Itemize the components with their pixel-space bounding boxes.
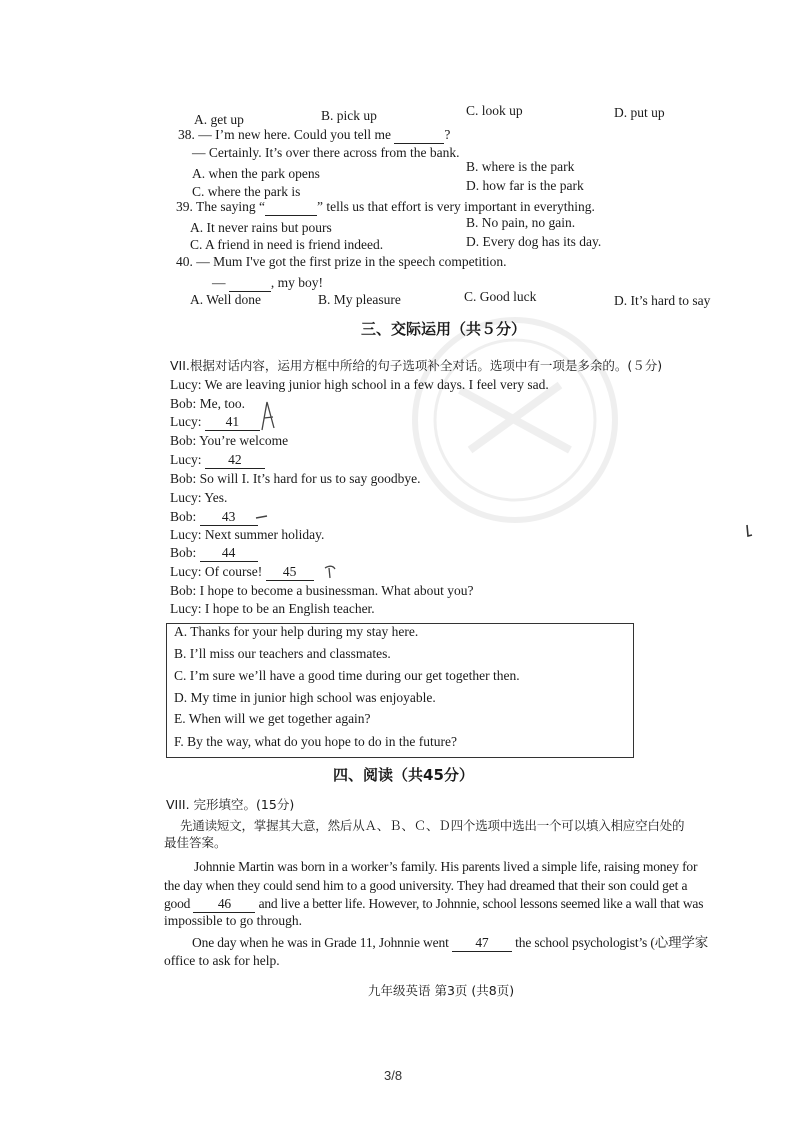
speaker-lucy: Lucy: xyxy=(170,414,202,429)
q39-option-a: A. It never rains but pours xyxy=(190,220,332,235)
page-footer: 九年级英语 第3页 (共8页) xyxy=(368,983,515,998)
q39-option-c: C. A friend in need is friend indeed. xyxy=(190,237,384,252)
q39-option-b: B. No pain, no gain. xyxy=(466,215,576,230)
dialogue-line-10 xyxy=(170,545,258,562)
option-b: B. I’ll miss our teachers and classmates. xyxy=(174,646,391,661)
passage-text: One day when he was in Grade 11, Johnnie went xyxy=(192,935,449,950)
passage-p1-line-2: the day when they could send him to a good university. They had dreamed that their son could get a xyxy=(164,878,688,893)
passage-p1-line-3 xyxy=(164,896,703,913)
passage-text: and live a better life. However, to Johnnie, school lessons seemed like a wall that was xyxy=(258,896,704,911)
passage-word: good xyxy=(164,896,191,911)
blank-44[interactable]: 44 xyxy=(200,545,258,562)
option-d: D. My time in junior high school was enjoyable. xyxy=(174,690,436,705)
q39-stem xyxy=(176,199,595,216)
dialogue-line-6: Bob: So will I. It’s hard for us to say goodbye. xyxy=(170,471,421,486)
q38-stem-end: ? xyxy=(444,127,451,142)
passage-p2-line-1 xyxy=(192,935,708,952)
q37-option-b: B. pick up xyxy=(321,108,377,123)
dialogue-line-9: Lucy: Next summer holiday. xyxy=(170,527,325,542)
q37-option-c: C. look up xyxy=(466,103,523,118)
q40-reply-end: , my boy! xyxy=(270,275,323,290)
dialogue-line-4: Bob: You’re welcome xyxy=(170,433,289,448)
section4-instruction-line-2: 最佳答案。 xyxy=(164,835,227,850)
dialogue-line-8 xyxy=(170,509,258,526)
dialogue-line-5 xyxy=(170,452,265,469)
q40-reply xyxy=(212,275,323,292)
section3-title: 三、交际运用（共５分） xyxy=(361,320,527,338)
q38-option-b: B. where is the park xyxy=(466,159,575,174)
q40-option-d: D. It’s hard to say xyxy=(614,293,711,308)
speaker-bob: Bob: xyxy=(170,545,197,560)
speaker-lucy: Lucy: Of course! xyxy=(170,564,263,579)
dialogue-line-1: Lucy: We are leaving junior high school in a few days. I feel very sad. xyxy=(170,377,549,392)
section4-subtitle: VIII. 完形填空。(15分) xyxy=(166,797,295,812)
section3-instruction: VII.根据对话内容，运用方框中所给的句子选项补全对话。选项中有一项是多余的。(５分) xyxy=(170,358,663,373)
q38-option-c: C. where the park is xyxy=(192,184,301,199)
dialogue-line-2: Bob: Me, too. xyxy=(170,396,246,411)
blank-47[interactable]: 47 xyxy=(452,935,512,952)
q40-blank[interactable] xyxy=(229,275,271,292)
q37-option-a: A. get up xyxy=(194,112,244,127)
q39-stem-end: ” tells us that effort is very important in everything. xyxy=(316,199,595,214)
blank-42[interactable]: 42 xyxy=(205,452,265,469)
dialogue-line-13: Lucy: I hope to be an English teacher. xyxy=(170,601,375,616)
passage-text: the school psychologist’s (心理学家 xyxy=(515,935,709,950)
pencil-mark-icon xyxy=(322,564,338,580)
dialogue-line-7: Lucy: Yes. xyxy=(170,490,228,505)
q40-option-a: A. Well done xyxy=(190,292,262,307)
q37-option-d: D. put up xyxy=(614,105,665,120)
q40-reply-start: — xyxy=(212,275,226,290)
q39-option-d: D. Every dog has its day. xyxy=(466,234,602,249)
pencil-mark-icon xyxy=(256,398,282,432)
option-c: C. I’m sure we’ll have a good time during our get together then. xyxy=(174,668,520,683)
dialogue-line-12: Bob: I hope to become a businessman. What about you? xyxy=(170,583,474,598)
q40-option-b: B. My pleasure xyxy=(318,292,401,307)
blank-41[interactable]: 41 xyxy=(205,414,260,431)
q38-option-a: A. when the park opens xyxy=(192,166,320,181)
q38-blank[interactable] xyxy=(394,127,444,144)
q38-reply: — Certainly. It’s over there across from the bank. xyxy=(192,145,460,160)
option-f: F. By the way, what do you hope to do in the future? xyxy=(174,734,457,749)
option-a: A. Thanks for your help during my stay here. xyxy=(174,624,419,639)
dialogue-line-3 xyxy=(170,414,260,431)
blank-45[interactable]: 45 xyxy=(266,564,314,581)
stray-mark-icon xyxy=(744,524,754,538)
speaker-bob: Bob: xyxy=(170,509,197,524)
section4-instruction-line-1: 先通读短文，掌握其大意，然后从Ａ、Ｂ、Ｃ、Ｄ四个选项中选出一个可以填入相应空白处的 xyxy=(180,818,685,833)
blank-46[interactable]: 46 xyxy=(193,896,255,913)
option-e: E. When will we get together again? xyxy=(174,711,371,726)
pencil-mark-icon xyxy=(254,512,270,522)
q39-stem-start: 39. The saying “ xyxy=(176,199,265,214)
passage-p1-line-1: Johnnie Martin was born in a worker’s family. His parents lived a simple life, raising money for xyxy=(194,859,698,874)
q38-option-d: D. how far is the park xyxy=(466,178,584,193)
dialogue-line-11 xyxy=(170,564,314,581)
q38-stem xyxy=(178,127,450,144)
speaker-lucy: Lucy: xyxy=(170,452,202,467)
passage-p1-line-4: impossible to go through. xyxy=(164,913,302,928)
blank-43[interactable]: 43 xyxy=(200,509,258,526)
section4-title: 四、阅读（共45分） xyxy=(333,766,474,784)
page-number: 3/8 xyxy=(384,1068,403,1083)
q38-stem-text: 38. — I’m new here. Could you tell me xyxy=(178,127,391,142)
q40-option-c: C. Good luck xyxy=(464,289,537,304)
q39-blank[interactable] xyxy=(265,199,317,216)
q40-stem: 40. — Mum I've got the first prize in the speech competition. xyxy=(176,254,507,269)
passage-p2-line-2: office to ask for help. xyxy=(164,953,280,968)
